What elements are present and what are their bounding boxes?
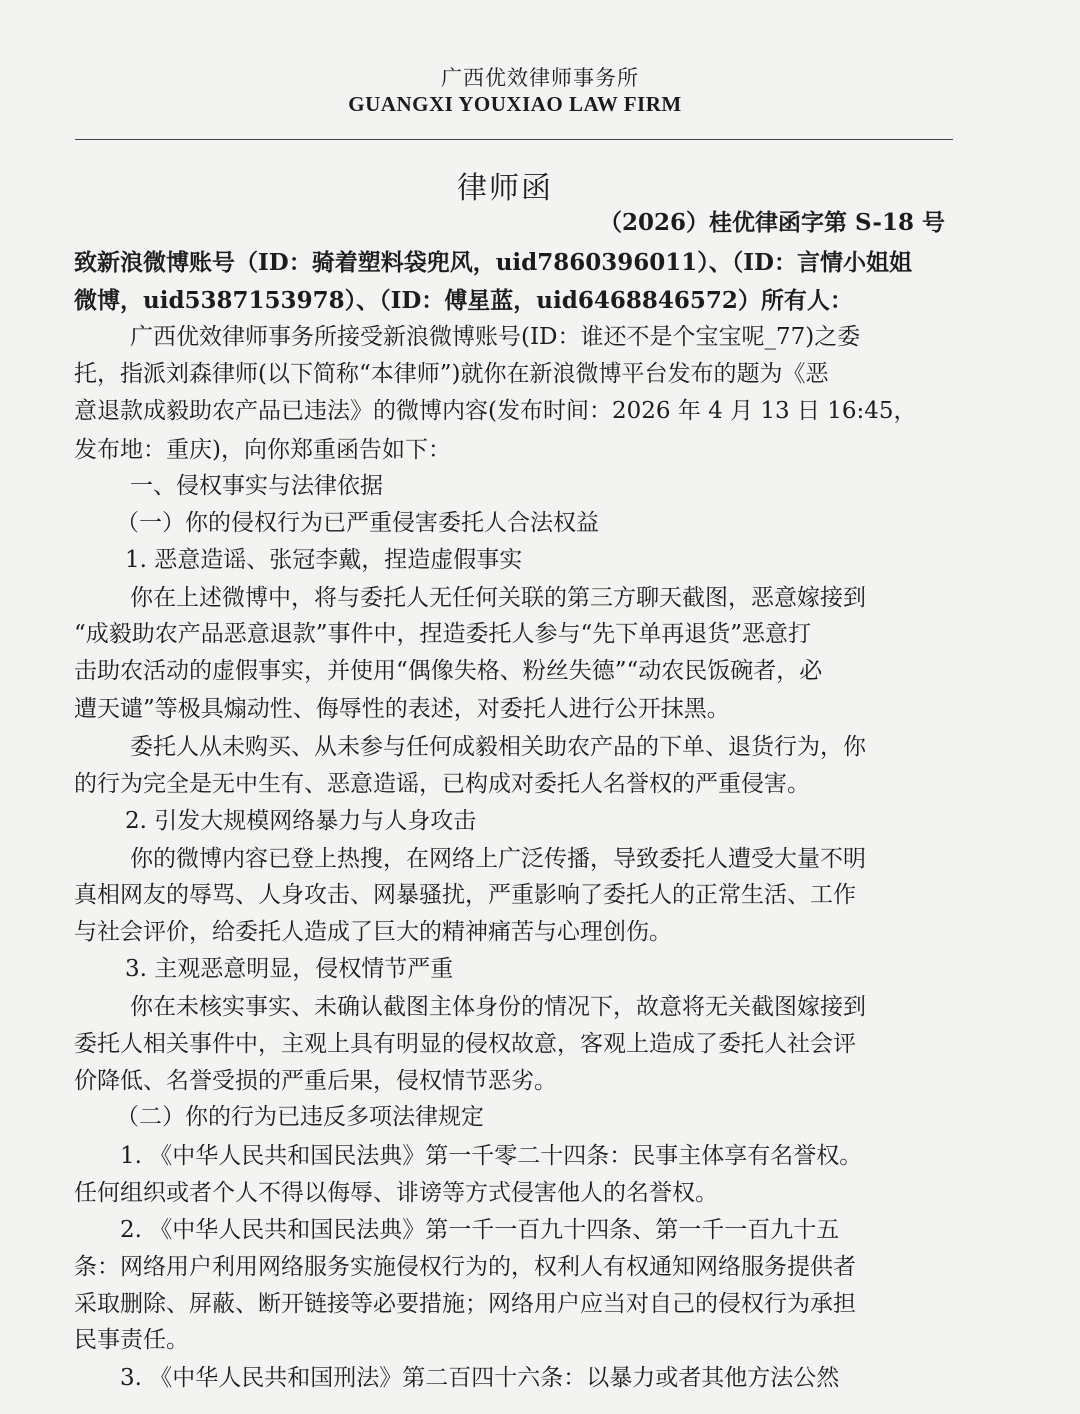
intro-line: 托，指派刘森律师(以下简称“本律师”)就你在新浪微博平台发布的题为《恶 [74, 361, 829, 387]
item-heading: 2. 引发大规模网络暴力与人身攻击 [125, 808, 477, 834]
paragraph-line: 条：网络用户利用网络服务实施侵权行为的，权利人有权通知网络服务提供者 [74, 1254, 856, 1280]
paragraph-line: 1. 《中华人民共和国民法典》第一千零二十四条：民事主体享有名誉权。 [120, 1143, 863, 1169]
paragraph-line: 的行为完全是无中生有、恶意造谣，已构成对委托人名誉权的严重侵害。 [74, 771, 810, 797]
paragraph-line: 你在上述微博中，将与委托人无任何关联的第三方聊天截图，恶意嫁接到 [130, 585, 866, 611]
paragraph-line: 真相网友的辱骂、人身攻击、网暴骚扰，严重影响了委托人的正常生活、工作 [74, 882, 856, 908]
paragraph-line: 你的微博内容已登上热搜，在网络上广泛传播，导致委托人遭受大量不明 [130, 846, 866, 872]
paragraph-line: 价降低、名誉受损的严重后果，侵权情节恶劣。 [74, 1068, 557, 1094]
paragraph-line: 遭天谴”等极具煽动性、侮辱性的表述，对委托人进行公开抹黑。 [74, 696, 730, 722]
intro-line: 广西优效律师事务所接受新浪微博账号(ID：谁还不是个宝宝呢_77)之委 [130, 324, 861, 350]
item-heading: 1. 恶意造谣、张冠李戴，捏造虚假事实 [125, 547, 523, 573]
paragraph-line: “成毅助农产品恶意退款”事件中，捏造委托人参与“先下单再退货”恶意打 [74, 621, 812, 647]
reference-number: （2026）桂优律函字第 S-18 号 [598, 209, 945, 236]
intro-line: 意退款成毅助农产品已违法》的微博内容(发布时间：2026 年 4 月 13 日 16:45， [74, 398, 917, 424]
paragraph-line: 委托人相关事件中，主观上具有明显的侵权故意，客观上造成了委托人社会评 [74, 1031, 856, 1057]
paragraph-line: 任何组织或者个人不得以侮辱、诽谤等方式侵害他人的名誉权。 [74, 1180, 718, 1206]
paragraph-line: 2. 《中华人民共和国民法典》第一千一百九十四条、第一千一百九十五 [120, 1217, 840, 1243]
firm-name-en: GUANGXI YOUXIAO LAW FIRM [348, 92, 682, 116]
document-title: 律师函 [457, 171, 553, 206]
subsection-heading: （一）你的侵权行为已严重侵害委托人合法权益 [116, 510, 599, 536]
paragraph-line: 击助农活动的虚假事实，并使用“偶像失格、粉丝失德”“动农民饭碗者，必 [74, 658, 823, 684]
header-divider [75, 139, 953, 140]
paragraph-line: 采取删除、屏蔽、断开链接等必要措施；网络用户应当对自己的侵权行为承担 [74, 1291, 856, 1317]
subsection-heading: （二）你的行为已违反多项法律规定 [116, 1104, 484, 1130]
addressee-line: 微博，uid5387153978）、（ID：傅星蓝，uid6468846572）所有人： [74, 287, 853, 314]
paragraph-line: 委托人从未购买、从未参与任何成毅相关助农产品的下单、退货行为，你 [130, 734, 866, 760]
paragraph-line: 你在未核实事实、未确认截图主体身份的情况下，故意将无关截图嫁接到 [130, 994, 866, 1020]
section-heading: 一、侵权事实与法律依据 [130, 473, 383, 499]
intro-line: 发布地：重庆)，向你郑重函告如下： [74, 437, 451, 463]
page-footer [0, 1404, 1080, 1414]
paragraph-line: 3. 《中华人民共和国刑法》第二百四十六条：以暴力或者其他方法公然 [120, 1365, 840, 1391]
firm-name-cn: 广西优效律师事务所 [441, 66, 639, 90]
addressee-line: 致新浪微博账号（ID：骑着塑料袋兜风，uid7860396011）、（ID：言情小姐姐 [74, 249, 912, 276]
item-heading: 3. 主观恶意明显，侵权情节严重 [125, 956, 454, 982]
paragraph-line: 与社会评价，给委托人造成了巨大的精神痛苦与心理创伤。 [74, 919, 672, 945]
paragraph-line: 民事责任。 [74, 1327, 189, 1353]
